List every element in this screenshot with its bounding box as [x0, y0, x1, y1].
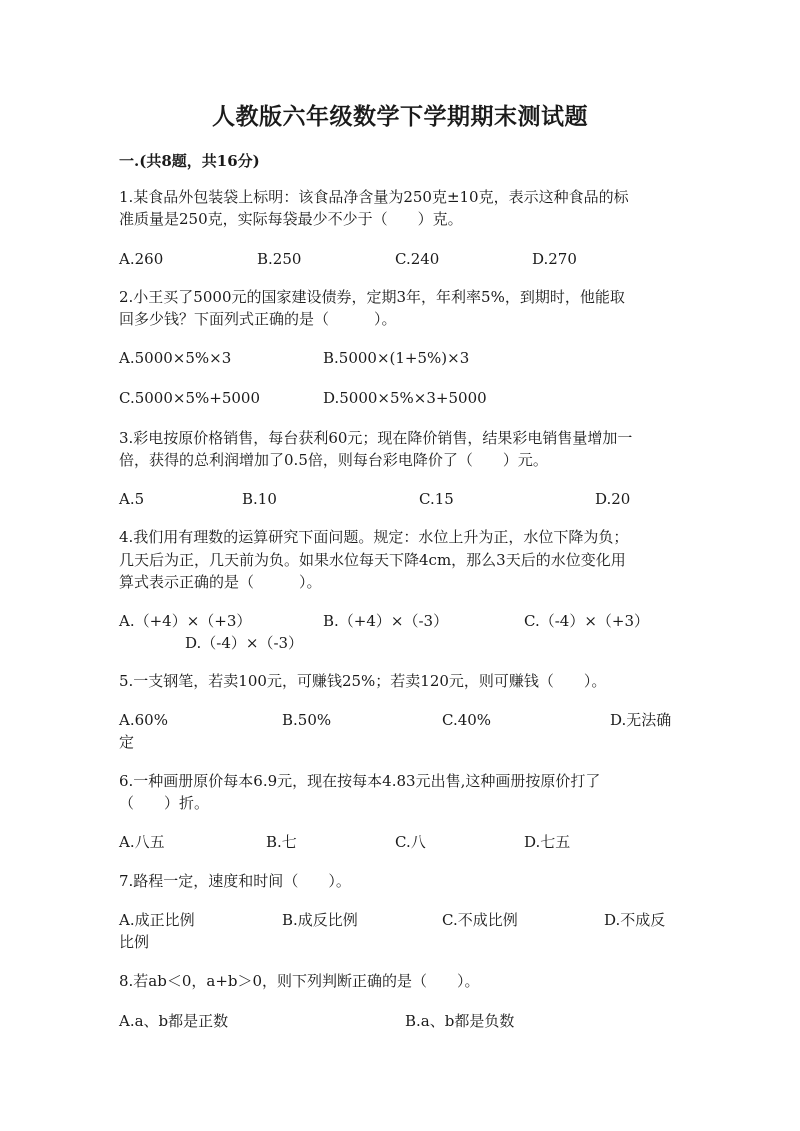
question-3-option-b: B.10	[242, 490, 277, 508]
question-5-option-c: C.40%	[442, 711, 492, 729]
question-1-option-b: B.250	[257, 250, 302, 268]
question-4-text-line-2: 几天后为正，几天前为负。如果水位每天下降4cm，那么3天后的水位变化用	[119, 551, 626, 569]
question-3-option-a: A.5	[119, 490, 145, 508]
question-4-option-d: D.（-4）×（-3）	[185, 634, 304, 652]
section-heading: 一.(共8题，共16分)	[119, 152, 260, 170]
question-3-text-line-2: 倍，获得的总利润增加了0.5倍，则每台彩电降价了（ ）元。	[119, 451, 548, 469]
question-8-option-b: B.a、b都是负数	[405, 1012, 515, 1030]
question-7-option-a: A.成正比例	[119, 911, 195, 929]
question-2-text-line-1: 2.小王买了5000元的国家建设债券，定期3年，年利率5%，到期时，他能取	[119, 288, 625, 306]
question-4-option-c: C.（-4）×（+3）	[524, 612, 650, 630]
question-3-option-c: C.15	[419, 490, 454, 508]
question-6-option-d: D.七五	[524, 833, 571, 851]
question-2-text-line-2: 回多少钱？下面列式正确的是（ ）。	[119, 310, 397, 328]
question-3-option-d: D.20	[595, 490, 631, 508]
question-2-option-c: C.5000×5%+5000	[119, 389, 260, 407]
question-7-option-c: C.不成比例	[442, 911, 518, 929]
question-7-option-d: D.不成反	[604, 911, 666, 929]
question-1-option-c: C.240	[395, 250, 440, 268]
question-6-option-c: C.八	[395, 833, 426, 851]
question-3-text-line-1: 3.彩电按原价格销售，每台获利60元；现在降价销售，结果彩电销售量增加一	[119, 429, 633, 447]
question-2-option-b: B.5000×(1+5%)×3	[323, 349, 470, 367]
question-4-text-line-1: 4.我们用有理数的运算研究下面问题。规定：水位上升为正，水位下降为负；	[119, 528, 629, 546]
question-7-option-d-continued: 比例	[119, 933, 150, 951]
question-8-option-a: A.a、b都是正数	[119, 1012, 229, 1030]
question-5-option-d: D.无法确	[610, 711, 672, 729]
question-6-option-a: A.八五	[119, 833, 165, 851]
question-1-text-line-1: 1.某食品外包装袋上标明：该食品净含量为250克±10克，表示这种食品的标	[119, 188, 629, 206]
question-5-text-line-1: 5.一支钢笔，若卖100元，可赚钱25%；若卖120元，则可赚钱（ ）。	[119, 672, 607, 690]
question-5-option-a: A.60%	[119, 711, 168, 729]
question-7-text-line-1: 7.路程一定，速度和时间（ ）。	[119, 872, 351, 890]
question-6-text-line-1: 6.一种画册原价每本6.9元，现在按每本4.83元出售,这种画册按原价打了	[119, 772, 601, 790]
question-8-text-line-1: 8.若ab＜0，a+b＞0，则下列判断正确的是（ ）。	[119, 972, 480, 990]
question-7-option-b: B.成反比例	[282, 911, 358, 929]
question-5-option-d-continued: 定	[119, 733, 135, 751]
question-6-text-line-2: （ ）折。	[119, 794, 210, 812]
question-1-option-a: A.260	[119, 250, 164, 268]
question-6-option-b: B.七	[266, 833, 297, 851]
question-1-text-line-2: 准质量是250克，实际每袋最少不少于（ ）克。	[119, 210, 463, 228]
page-title: 人教版六年级数学下学期期末测试题	[212, 103, 588, 130]
question-4-option-b: B.（+4）×（-3）	[323, 612, 449, 630]
question-4-option-a: A.（+4）×（+3）	[119, 612, 252, 630]
question-4-text-line-3: 算式表示正确的是（ ）。	[119, 573, 322, 591]
question-2-option-a: A.5000×5%×3	[119, 349, 232, 367]
question-2-option-d: D.5000×5%×3+5000	[323, 389, 487, 407]
question-5-option-b: B.50%	[282, 711, 332, 729]
question-1-option-d: D.270	[532, 250, 577, 268]
